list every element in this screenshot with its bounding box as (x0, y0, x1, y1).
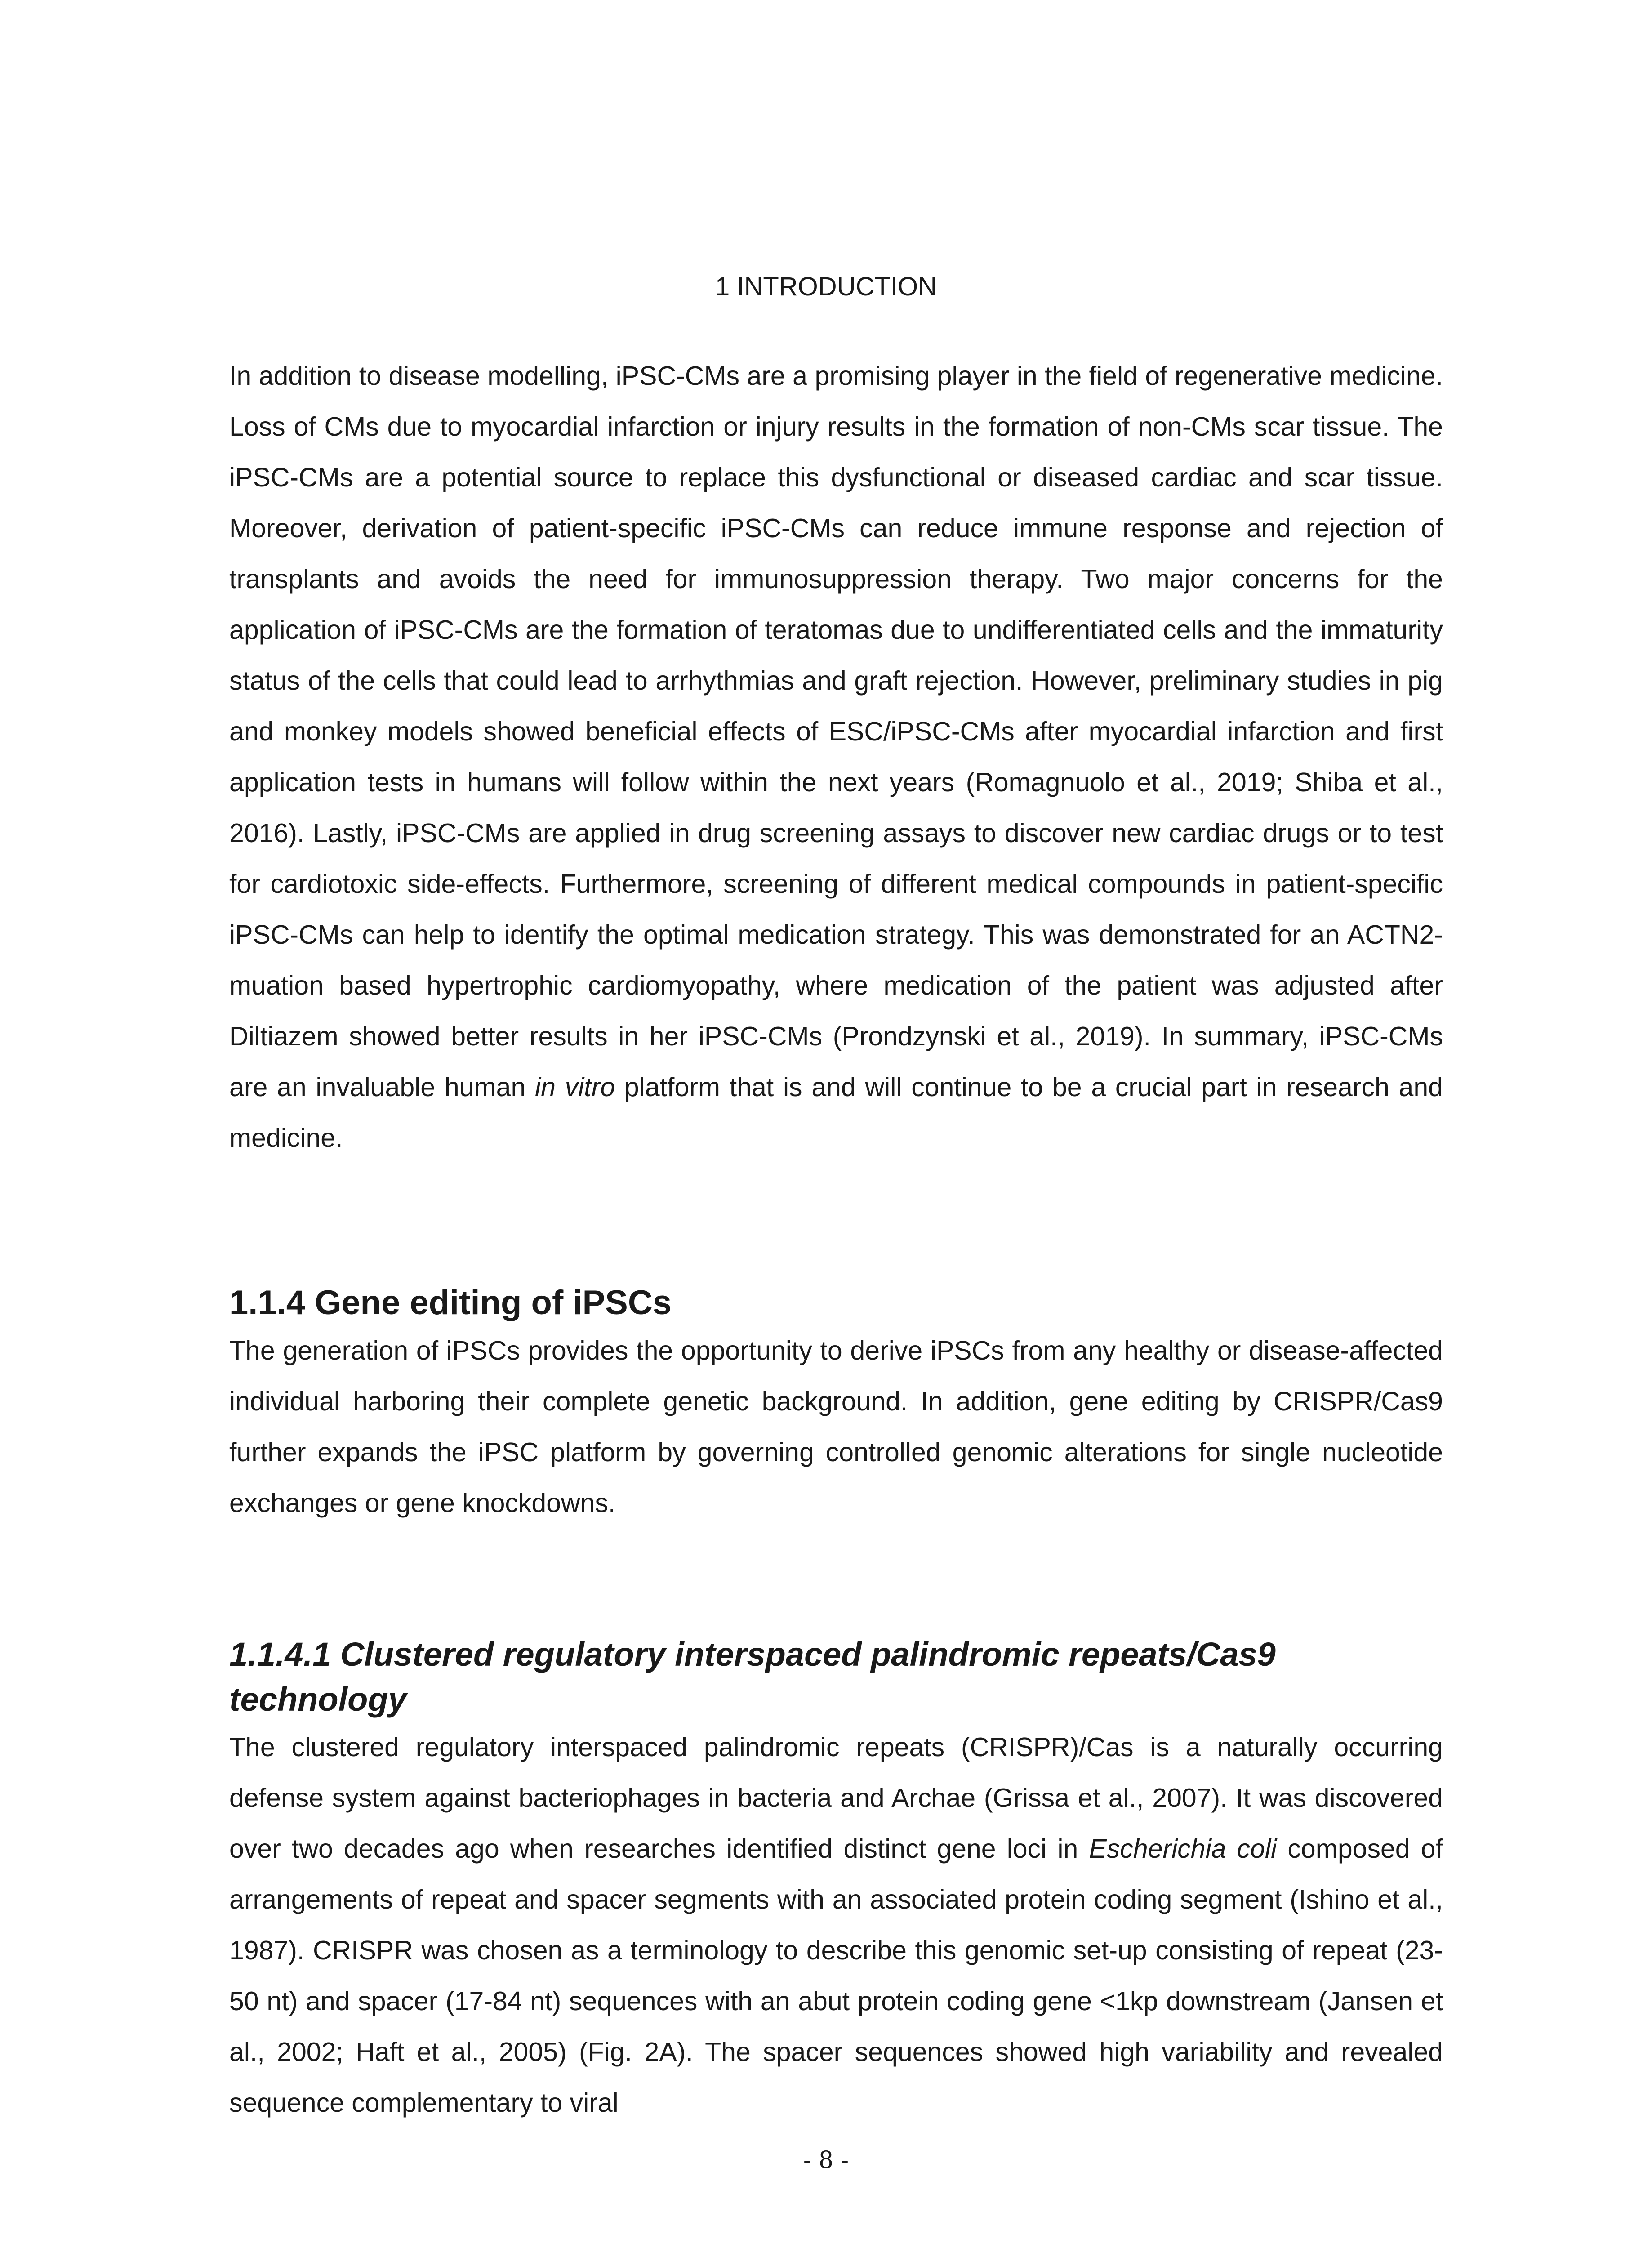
section-spacer (229, 1529, 1443, 1632)
page-content (229, 351, 1443, 2128)
intro-text-part1: In addition to disease modelling, iPSC-CMs are a promising player in the field of regenerative medicine. Loss of CMs due to myocardial infarction or injury results in the formation of non-CMs scar tissue. The iPSC-CMs are a potential source to replace this dysfunctional or diseased cardiac and scar tissue. Moreover, derivation of patient-specific iPSC-CMs can reduce immune response and rejection of transplants and avoids the need for immunosuppression therapy. Two major concerns for the application of iPSC-CMs are the formation of teratomas due to undifferentiated cells and the immaturity status of the cells that could lead to arrhythmias and graft rejection. However, preliminary studies in pig and monkey models showed beneficial effects of ESC/iPSC-CMs after myocardial infarction and first application tests in humans will follow within the next years (Romagnuolo et al., 2019; Shiba et al., 2016). Lastly, iPSC-CMs are applied in drug screening assays to discover new cardiac drugs or to test for cardiotoxic side-effects. Furthermore, screening of different medical compounds in patient-specific iPSC-CMs can help to identify the optimal medication strategy. This was demonstrated for an ACTN2-muation based hypertrophic cardiomyopathy, where medication of the patient was adjusted after Diltiazem showed better results in her iPSC-CMs (Prondzynski et al., 2019). In summary, iPSC-CMs are an invaluable human (229, 361, 1443, 1102)
crispr-text-part1: The clustered regulatory interspaced palindromic repeats (CRISPR)/Cas is a naturally occurring defense system against bacteriophages in bacteria and Archae (Grissa et al., 2007). It was discovered over two decades ago when researches identified distinct gene loci in (229, 1732, 1443, 1864)
intro-text-italic: in vitro (535, 1072, 615, 1102)
intro-text-part2: platform that is and will continue to be a crucial part in research and medicine. (229, 1072, 1443, 1153)
section-heading-gene-editing: 1.1.4 Gene editing of iPSCs (229, 1284, 672, 1322)
intro-paragraph (229, 351, 1443, 1164)
section-spacer (229, 1164, 1443, 1280)
gene-editing-paragraph: The generation of iPSCs provides the opportunity to derive iPSCs from any healthy or disease-affected individual harboring their complete genetic background. In addition, gene editing by CRISPR/Cas9 further expands the iPSC platform by governing controlled genomic alterations for single nucleotide exchanges or gene knockdowns. (229, 1336, 1443, 1518)
running-header: 1 INTRODUCTION (715, 272, 937, 301)
crispr-text-part2: composed of arrangements of repeat and spacer segments with an associated protein coding segment (Ishino et al., 1987). CRISPR was chosen as a terminology to describe this genomic set-up consisting of repeat (23-50 nt) and spacer (17-84 nt) sequences with an abut protein coding gene <1kp downstream (Jansen et al., 2002; Haft et al., 2005) (Fig. 2A). The spacer sequences showed high variability and revealed sequence complementary to viral (229, 1834, 1443, 2118)
page-number: - 8 - (803, 2147, 849, 2174)
crispr-paragraph (229, 1722, 1443, 2128)
subsection-heading-crispr: 1.1.4.1 Clustered regulatory interspaced palindromic repeats/Cas9 technology (229, 1636, 1276, 1718)
crispr-text-italic: Escherichia coli (1089, 1834, 1277, 1864)
